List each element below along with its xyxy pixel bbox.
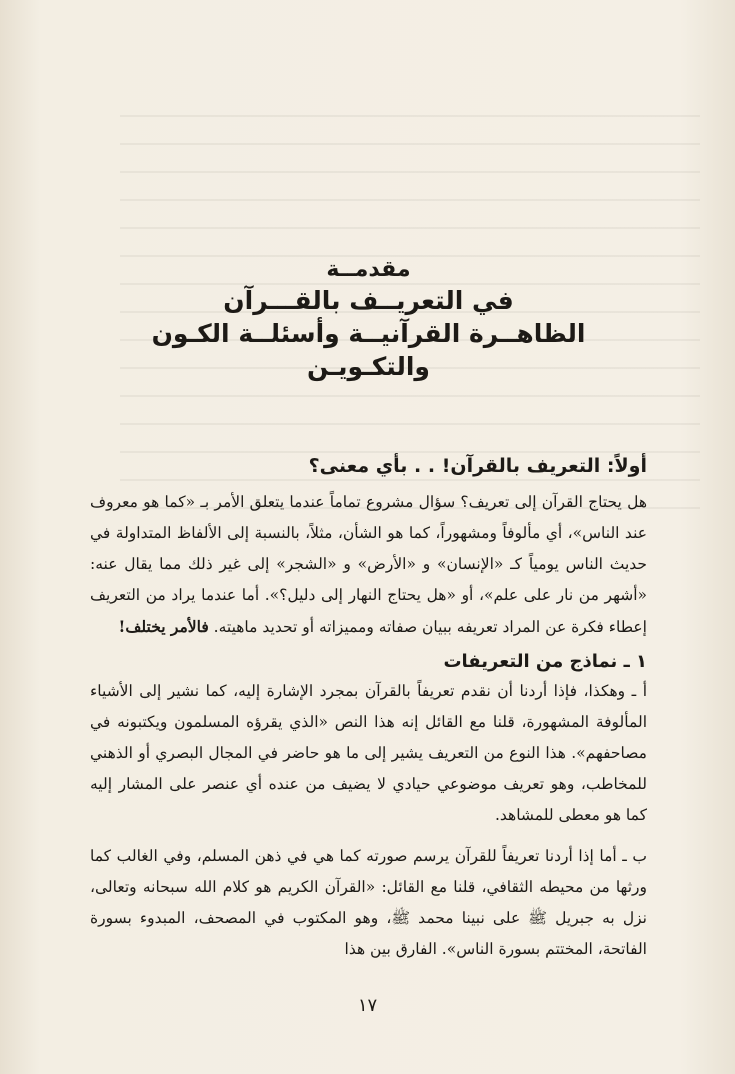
page-number: ١٧ <box>357 995 378 1016</box>
heading-line-2: في التعريــف بالقـــرآن <box>223 286 514 316</box>
heading-line-3: الظاهــرة القرآنيــة وأسئلــة الكـون والتكـويـن <box>151 319 586 382</box>
subsection-title: ١ ـ نماذج من التعريفات <box>443 651 647 673</box>
section-paragraph <box>90 487 647 643</box>
paragraph-a: أ ـ وهكذا، فإذا أردنا أن نقدم تعريفاً بالقرآن بمجرد الإشارة إليه، كما نشير إلى الأشياء المألوفة المشهورة، قلنا مع القائل إنه هذا النص «الذي يقرؤه المسلمون ويكتبونه في مصاحفهم». هذا النوع من التعريف يشير إلى ما هو حاضر في المجال البصري أو الذهني للمخاطب، وهو تعريف موضوعي حيادي لا يضيف من عنده أي عنصر على المشار إليه كما هو معطى للمشاهد. <box>90 682 647 825</box>
paragraph-b: ب ـ أما إذا أردنا تعريفاً للقرآن يرسم صورته كما هي في ذهن المسلم، وفي الغالب كما ورثها من محيطه الثقافي، قلنا مع القائل: «القرآن الكريم هو كلام الله سبحانه وتعالى، نزل به جبريل ﷺ على نبينا محمد ﷺ، وهو المكتوب في المصحف، المبدوء بسورة الفاتحة، المختتم بسورة الناس». الفارق بين هذا <box>90 847 647 959</box>
chapter-heading <box>90 255 647 383</box>
section-title: أولاً: التعريف بالقرآن! . . بأي معنى؟ <box>308 455 647 478</box>
section-paragraph-end: فالأمر يختلف! <box>118 617 209 637</box>
section-paragraph-text: هل يحتاج القرآن إلى تعريف؟ سؤال مشروع تماماً عندما يتعلق الأمر بـ «كما هو معروف عند الناس»، أي مألوفاً ومشهوراً، كما هو الشأن، مثلاً، بالنسبة إلى الألفاظ المتداولة في حديث الناس يومياً كـ «الإنسان» و «الأرض» و «الشجر» إلى غير ذلك مما يقال عنه: «أشهر من نار على علم»، أو «هل يحتاج النهار إلى دليل؟». أما عندما يراد من التعريف إعطاء فكرة عن المراد تعريفه ببيان صفاته ومميزاته أو تحديد ماهيته. <box>90 493 647 637</box>
heading-line-1: مقدمــة <box>326 257 411 282</box>
page-content <box>90 255 647 965</box>
